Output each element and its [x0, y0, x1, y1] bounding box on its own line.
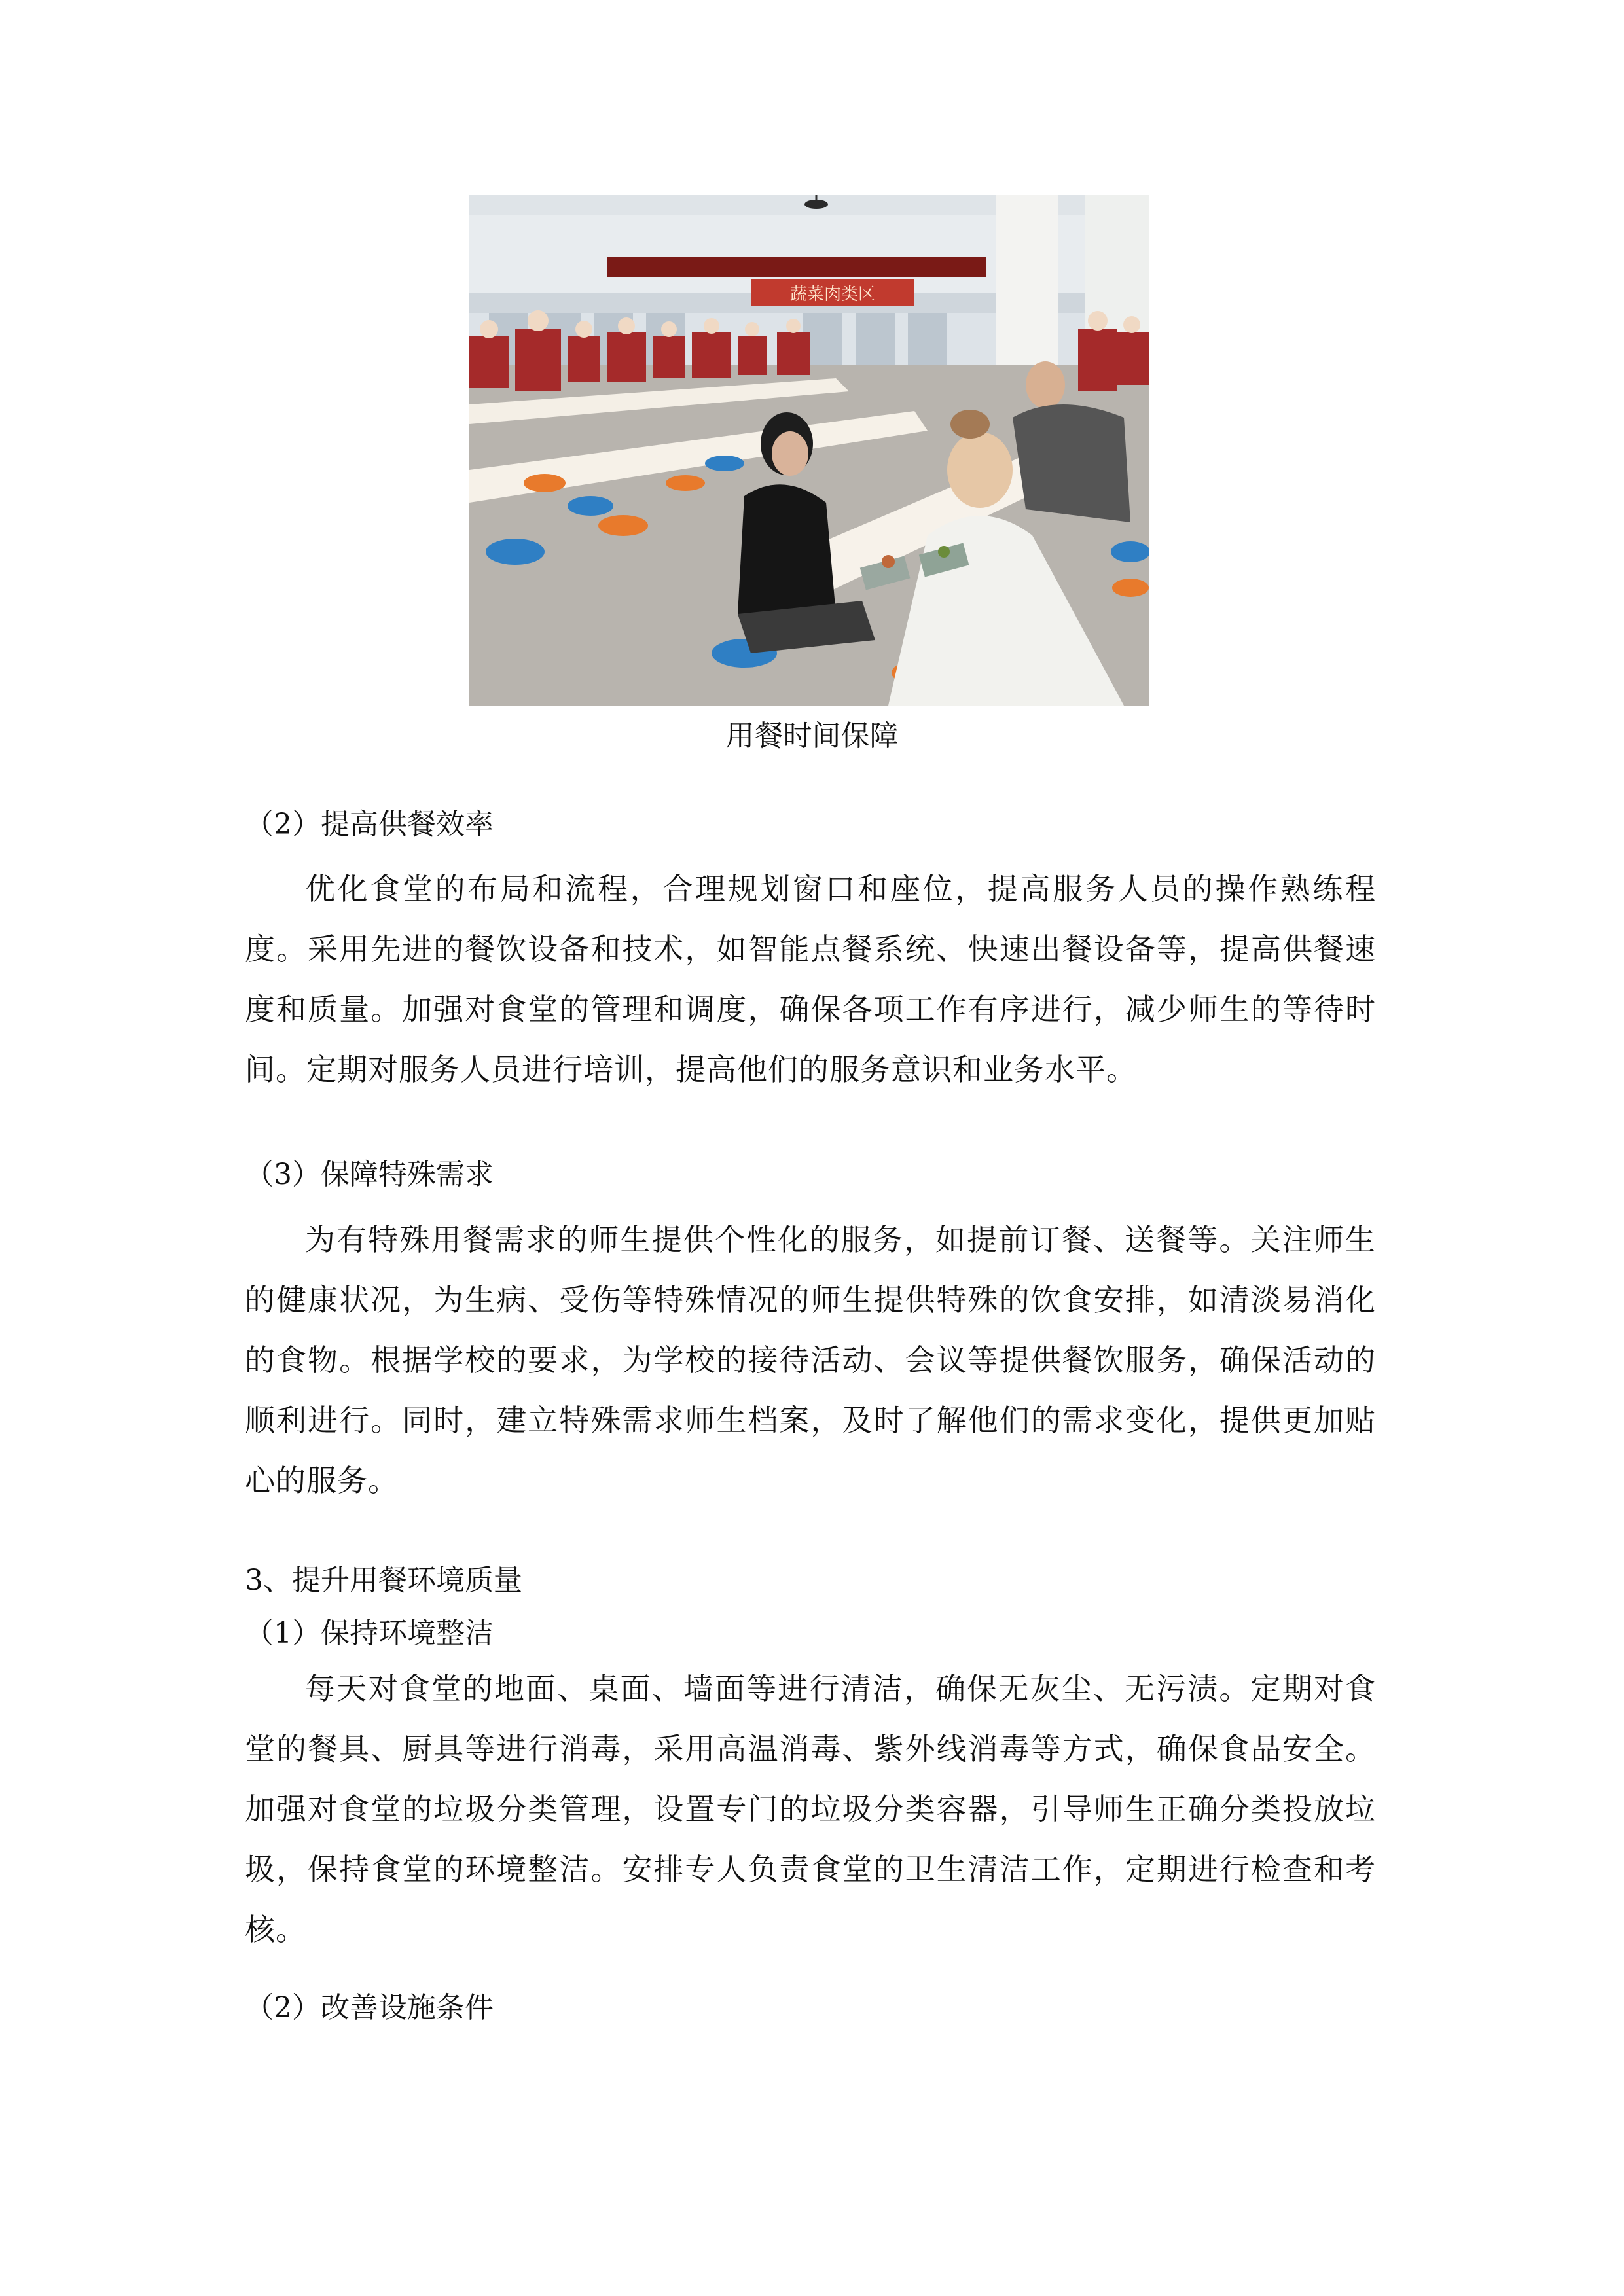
section-heading-improve-efficiency: （2）提高供餐效率	[245, 808, 494, 841]
figure-caption: 用餐时间保障	[725, 719, 899, 753]
section-body-keep-clean: 每天对食堂的地面、桌面、墙面等进行清洁，确保无灰尘、无污渍。定期对食堂的餐具、厨具等进行消毒，采用高温消毒、紫外线消毒等方式，确保食品安全。加强对食堂的垃圾分类管理，设置专门的垃圾分类容器，引导师生正确分类投放垃圾，保持食堂的环境整洁。安排专人负责食堂的卫生清洁工作，定期进行检查和考核。	[245, 1671, 1376, 1947]
section-heading-improve-facilities: （2）改善设施条件	[245, 1991, 494, 2024]
section-body-special-needs: 为有特殊用餐需求的师生提供个性化的服务，如提前订餐、送餐等。关注师生的健康状况，为生病、受伤等特殊情况的师生提供特殊的饮食安排，如清淡易消化的食物。根据学校的要求，为学校的接待活动、会议等提供餐饮服务，确保活动的顺利进行。同时，建立特殊需求师生档案，及时了解他们的需求变化，提供更加贴心的服务。	[245, 1222, 1376, 1498]
sign-text: 蔬菜肉类区	[789, 285, 876, 304]
canteen-photo-icon	[469, 195, 1149, 706]
section-heading-dining-environment: 3、提升用餐环境质量	[245, 1564, 522, 1597]
section-heading-keep-clean: （1）保持环境整洁	[245, 1617, 494, 1650]
section-body-improve-efficiency: 优化食堂的布局和流程，合理规划窗口和座位，提高服务人员的操作熟练程度。采用先进的餐饮设备和技术，如智能点餐系统、快速出餐设备等，提高供餐速度和质量。加强对食堂的管理和调度，确保各项工作有序进行，减少师生的等待时间。定期对服务人员进行培训，提高他们的服务意识和业务水平。	[245, 871, 1376, 1087]
canteen-photo	[469, 195, 1149, 706]
section-heading-special-needs: （3）保障特殊需求	[245, 1158, 494, 1191]
